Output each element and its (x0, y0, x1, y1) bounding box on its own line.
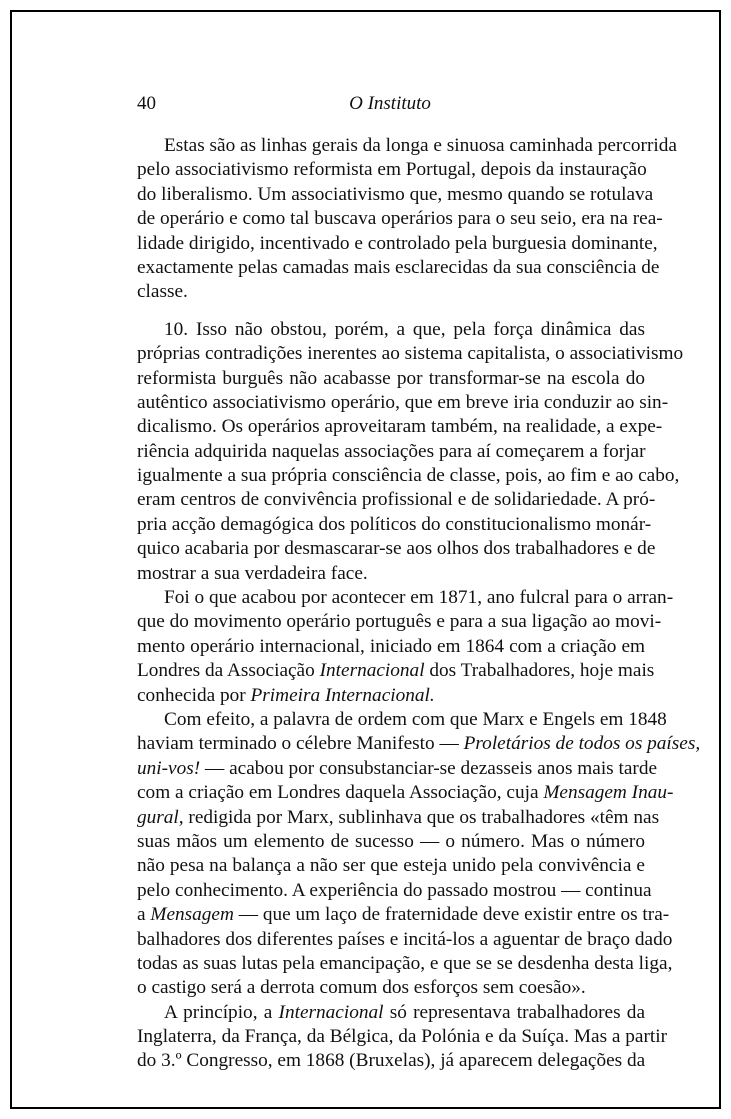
text-line: dicalismo. Os operários aproveitaram também, na realidade, a expe- (137, 416, 663, 438)
paragraph (137, 708, 701, 1001)
text-line: do liberalismo. Um associativismo que, mesmo quando se rotulava (137, 183, 654, 205)
text-line: Londres da Associação Internacional dos Trabalhadores, hoje mais (137, 660, 655, 682)
text-line: pria acção demagógica dos políticos do constitucionalismo monár- (137, 513, 652, 535)
text-line: pelo conhecimento. A experiência do passado mostrou — continua (137, 879, 652, 901)
italic-phrase: Mensagem (150, 904, 234, 926)
italic-phrase: Primeira Internacional. (250, 684, 435, 706)
paragraph (137, 586, 674, 708)
text-line: A princípio, a Internacional só representava trabalhadores da (164, 1001, 645, 1023)
text-line: o castigo será a derrota comum dos esforços sem coesão». (137, 977, 586, 999)
text-line: que do movimento operário português e para a sua ligação ao movi- (137, 611, 662, 633)
text-line: riência adquirida naquelas associações para aí começarem a forjar (137, 440, 646, 462)
text-line: lidade dirigido, incentivado e controlado pela burguesia dominante, (137, 232, 658, 254)
italic-phrase: Mensagem Inau- (543, 782, 674, 804)
text-line: conhecida por Primeira Internacional. (137, 684, 435, 706)
text-line: mostrar a sua verdadeira face. (137, 562, 368, 584)
italic-phrase: gural, (137, 806, 184, 828)
text-line: mento operário internacional, iniciado em 1864 com a criação em (137, 635, 645, 657)
text-line: 10. Isso não obstou, porém, a que, pela força dinâmica das (164, 318, 645, 340)
italic-phrase: Internacional (319, 660, 425, 682)
text-line: Com efeito, a palavra de ordem com que Marx e Engels em 1848 (164, 708, 667, 730)
text-line: suas mãos um elemento de sucesso — o número. Mas o número (137, 830, 645, 852)
text-line: com a criação em Londres daquela Associação, cuja Mensagem Inau- (137, 782, 674, 804)
text-line: Estas são as linhas gerais da longa e sinuosa caminhada percorrida (164, 135, 677, 156)
text-line: igualmente a sua própria consciência de classe, pois, ao fim e ao cabo, (137, 465, 680, 487)
text-line: reformista burguês não acabasse por transformar-se na escola do (137, 367, 645, 389)
text-line: de operário e como tal buscava operários para o seu seio, era na rea- (137, 208, 663, 230)
text-line: Inglaterra, da França, da Bélgica, da Polónia e da Suíça. Mas a partir (137, 1026, 668, 1048)
text-line: todas as suas lutas pela emancipação, e que se se desdenha desta liga, (137, 952, 673, 974)
text-line: próprias contradições inerentes ao sistema capitalista, o associativismo (137, 343, 684, 365)
text-line: Foi o que acabou por acontecer em 1871, ano fulcral para o arran- (164, 587, 674, 609)
running-title: O Instituto (349, 93, 431, 114)
text-line: haviam terminado o célebre Manifesto — Proletários de todos os países, (137, 733, 701, 755)
italic-phrase: Proletários de todos os países, (463, 733, 701, 755)
text-line: gural, redigida por Marx, sublinhava que os trabalhadores «têm nas (137, 806, 660, 828)
text-line: balhadores dos diferentes países e incitá-los a aguentar de braço dado (137, 928, 673, 950)
paragraph (137, 318, 684, 586)
text-line: pelo associativismo reformista em Portugal, depois da instauração (137, 159, 647, 181)
italic-phrase: uni-vos! (137, 757, 201, 779)
paragraph (137, 134, 677, 305)
text-line: eram centros de convivência profissional e de solidariedade. A pró- (137, 489, 656, 511)
page-number: 40 (137, 93, 156, 114)
text-line: quico acabaria por desmascarar-se aos olhos dos trabalhadores e de (137, 538, 656, 560)
page-header (137, 93, 643, 119)
text-line: a Mensagem — que um laço de fraternidade deve existir entre os tra- (137, 904, 670, 926)
paragraph (137, 1001, 668, 1074)
text-line: uni-vos! — acabou por consubstanciar-se dezasseis anos mais tarde (137, 757, 658, 779)
text-line: classe. (137, 281, 188, 303)
text-line: autêntico associativismo operário, que em breve iria conduzir ao sin- (137, 391, 669, 413)
italic-phrase: Internacional (278, 1001, 384, 1023)
text-line: não pesa na balança a não ser que esteja unido pela convivência e (137, 855, 645, 877)
text-line: do 3.º Congresso, em 1868 (Bruxelas), já aparecem delegações da (137, 1050, 646, 1072)
body-text (137, 134, 701, 1074)
text-line: exactamente pelas camadas mais esclarecidas da sua consciência de (137, 256, 660, 278)
